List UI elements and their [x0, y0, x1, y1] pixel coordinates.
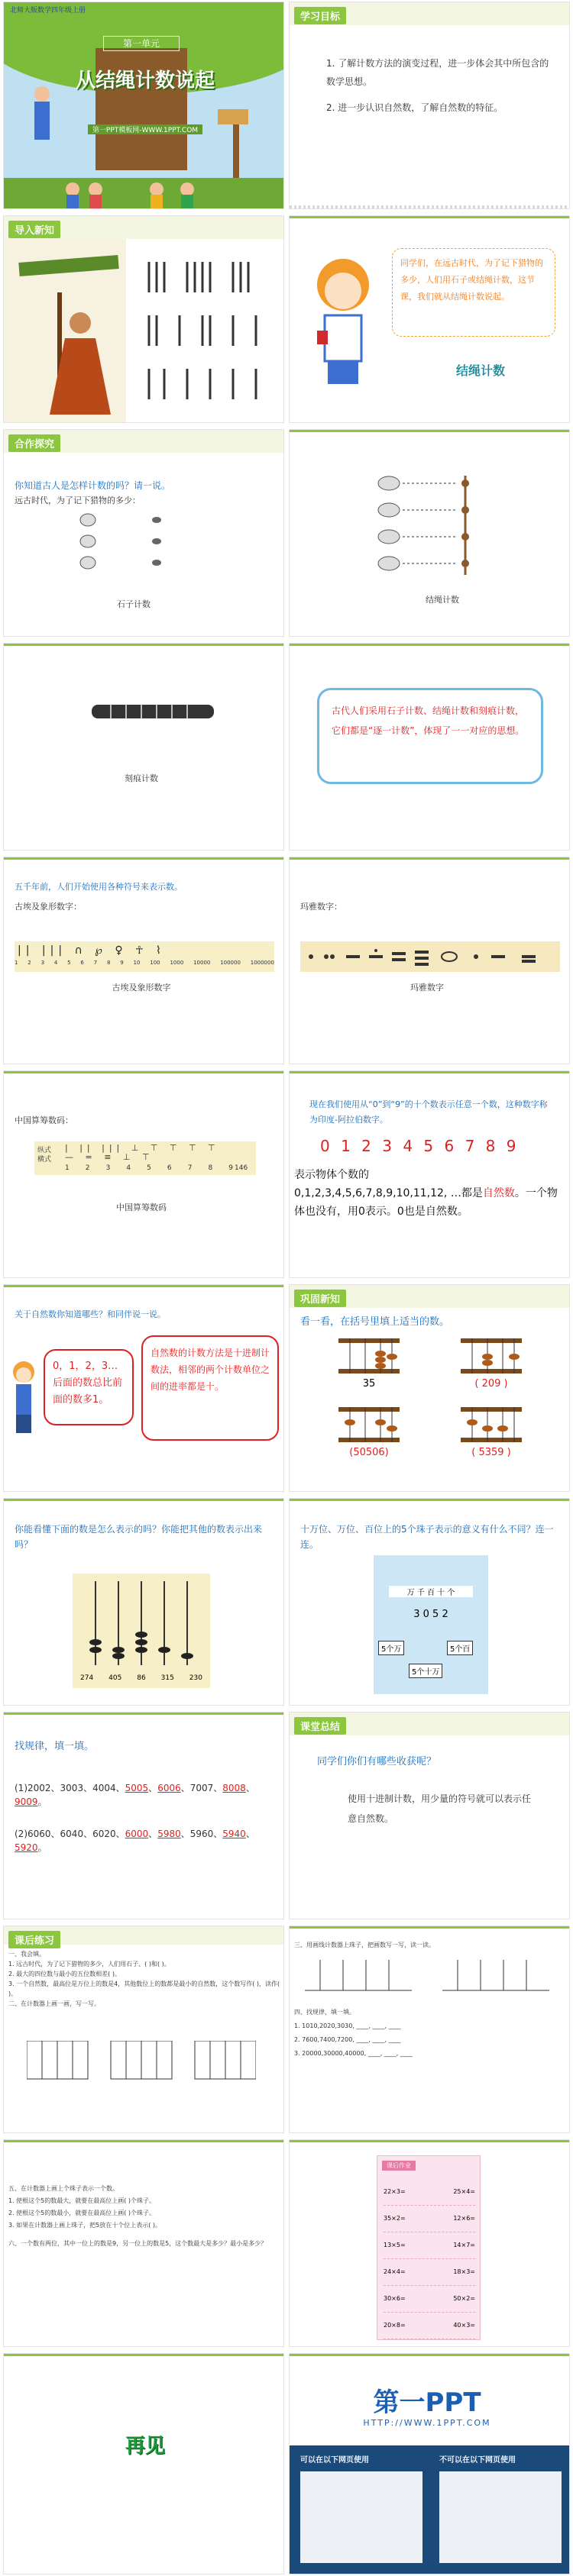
exercise-title-5: 五、在计数器上画上个珠子表示一个数。 — [8, 2185, 118, 2192]
learning-goals-slide[interactable] — [289, 2, 570, 209]
place-value: 3 0 5 2 — [413, 1609, 448, 1620]
abacus-number: 230 — [189, 1674, 202, 1682]
homework-row: 24×4= 18×3= — [384, 2259, 475, 2286]
rod-extra: 146 — [235, 1164, 248, 1172]
exercise-line-3: 3. 一个自然数，最高位是万位上的数是4，其他数位上的数都是最小的自然数，这个数写作( )，读作( )。 — [8, 1980, 280, 1997]
homework-row: 35×2= 12×6= — [384, 2206, 475, 2232]
homework-slide-3[interactable] — [3, 2139, 284, 2347]
exercise-line-5: 2. 7600,7400,7200, ____, ____, ____ — [294, 2036, 401, 2043]
allowed-heading: 可以在以下网页使用 — [300, 2456, 369, 2465]
maya-label: 玛雅数字： — [300, 902, 342, 912]
explore-slide[interactable] — [3, 429, 284, 637]
question: 同学们你们有哪些收获呢？ — [317, 1756, 437, 1767]
card-title: 课后作业 — [382, 2161, 416, 2171]
egypt-label: 古埃及象形数字： — [15, 902, 82, 912]
natural-number-text: 表示物体个数的 0,1,2,3,4,5,6,7,8,9,10,11,12, …都是自然数。一个物体也没有，用0表示。0也是自然数。 — [294, 1169, 558, 1218]
question: 你知道古人是怎样计数的吗？请一说。 — [15, 480, 171, 491]
exercise-title-6: 六、一个数有两位，其中一位上的数是9，另一位上的数是5，这个数最大是多少？最小是多少？ — [8, 2240, 267, 2247]
speech-bubble-1: 0，1，2，3…后面的数总比前面的数多1。 — [53, 1361, 123, 1406]
maya-slide[interactable] — [289, 857, 570, 1064]
rod-number: 2 — [85, 1164, 90, 1172]
caption: 结绳计数 — [426, 595, 459, 605]
abacus-exercise — [305, 1957, 549, 1995]
egypt-number: 3 — [40, 960, 45, 966]
rod-number: 7 — [187, 1164, 193, 1172]
natural-word: 自然数 — [482, 1187, 515, 1199]
egypt-number: 2 — [28, 960, 31, 966]
rod-number: 3 — [105, 1164, 111, 1172]
homework-row: 22×3= 25×4= — [384, 2179, 475, 2206]
exercise-line-6: 3. 20000,30000,40000, ____, ____, ____ — [294, 2050, 413, 2057]
exercise-line-4: 1. 1010,2020,3030, ____, ____, ____ — [294, 2022, 401, 2029]
sub-text: 远古时代，为了记下猎物的多少： — [15, 496, 141, 505]
egypt-number: 1 — [15, 960, 18, 966]
place-headers: 万 千 百 十 个 — [389, 1586, 473, 1597]
summary-bubble-slide[interactable] — [289, 643, 570, 851]
abacus-photo — [73, 1574, 210, 1688]
link-label-2[interactable]: 5个百 — [447, 1641, 473, 1655]
caption: 石子计数 — [117, 599, 151, 609]
exercise-title-3: 三、用画线计数器上珠子，把画数写一写，读一读。 — [294, 1942, 435, 1948]
egypt-slide[interactable] — [3, 857, 284, 1064]
rod-table: 纵式 横式 | || ||| ⊥ ⊤ ⊤ ⊤ ⊤ — = ≡ ⊥ ⊤ 1 2 3 4 5 6 7 8 9 146 — [34, 1141, 256, 1175]
section-tag: 学习目标 — [294, 7, 346, 24]
rod-number: 5 — [147, 1164, 151, 1172]
homework-slide-2[interactable] — [289, 1926, 570, 2133]
link-label-3[interactable]: 5个十万 — [409, 1664, 442, 1678]
egypt-number: 9 — [120, 960, 124, 966]
egypt-number: 5 — [67, 960, 71, 966]
answer-2: ( 209 ) — [474, 1378, 508, 1390]
maya-symbol-strip — [300, 941, 560, 972]
row-label-horizontal: 横式 — [37, 1156, 52, 1164]
section-tag: 巩固新知 — [294, 1290, 346, 1307]
egypt-number: 10000 — [193, 960, 211, 966]
exercise-line-9: 3. 如果在计数器上画上珠子，把5放在十个位上表示( )。 — [8, 2222, 162, 2229]
egypt-number: 100000 — [220, 960, 241, 966]
abacus-number: 315 — [160, 1674, 174, 1682]
teacher-illustration — [297, 231, 389, 399]
tally-illustration — [4, 239, 284, 422]
knot-counting-slide[interactable] — [289, 429, 570, 637]
question: 十万位、万位、百位上的5个珠子表示的意义有什么不同？连一连。 — [300, 1524, 554, 1550]
caption: 中国算筹数码 — [116, 1202, 167, 1212]
rod-numeral-slide[interactable] — [3, 1070, 284, 1278]
pattern-row-2: (2)6060、6040、6020、6000、5980、5960、5940、5920。 — [15, 1829, 255, 1853]
section-tag: 课堂总结 — [294, 1717, 346, 1735]
knot-intro-slide[interactable] — [289, 215, 570, 423]
goal-2: 2. 进一步认识自然数，了解自然数的特征。 — [326, 102, 503, 113]
egypt-number: 1000 — [170, 960, 184, 966]
place-value-slide[interactable] — [289, 1498, 570, 1706]
egypt-number: 6 — [80, 960, 84, 966]
tally-slide[interactable] — [3, 643, 284, 851]
brand-url[interactable]: HTTP://WWW.1PPT.COM — [363, 2418, 491, 2428]
speech-bubble: 同学们，在远古时代，为了记下猎物的多少，人们用石子或结绳计数，这节课，我们就从结绳计数说起。 — [400, 258, 543, 302]
stone-illustration — [73, 509, 172, 578]
goal-1: 1. 了解计数方法的演变过程，进一步体会其中所包含的数学思想。 — [326, 58, 549, 87]
rod-label: 中国算筹数码： — [15, 1115, 73, 1125]
digits: 0 1 2 3 4 5 6 7 8 9 — [320, 1137, 520, 1155]
homework-row: 30×6= 50×2= — [384, 2286, 475, 2313]
egypt-number: 100 — [150, 960, 160, 966]
footer-label: 第一PPT模板网-WWW.1PPT.COM — [88, 124, 202, 134]
goodbye-text: 再见 — [125, 2435, 165, 2458]
girl-illustration — [8, 1357, 39, 1441]
unit-label: 第一单元 — [103, 36, 180, 51]
intro-text: 五千年前，人们开始使用各种符号来表示数。 — [15, 882, 183, 892]
egypt-number: 1000000 — [250, 960, 274, 966]
caption: 古埃及象形数字 — [112, 983, 171, 993]
exercise-line-2: 2. 最大的四位数与最小的五位数相差( )。 — [8, 1971, 121, 1977]
homework-card-slide[interactable] — [289, 2139, 570, 2347]
abacus-number: 274 — [80, 1674, 94, 1682]
abacus-reading-slide[interactable] — [3, 1498, 284, 1706]
answer-1: 35 — [362, 1378, 376, 1390]
link-label-1[interactable]: 5个万 — [378, 1641, 404, 1655]
bone-illustration — [88, 697, 218, 728]
caption: 玛雅数字 — [410, 983, 444, 993]
forbidden-heading: 不可以在以下网页使用 — [439, 2456, 516, 2465]
summary-text: 使用十进制计数，用少量的符号就可以表示任意自然数。 — [348, 1793, 532, 1824]
question: 你能看懂下面的数是怎么表示的吗？你能把其他的数表示出来吗？ — [15, 1524, 263, 1550]
section-tag: 合作探究 — [8, 434, 60, 452]
row-label-vertical: 纵式 — [37, 1147, 52, 1154]
arabic-numerals-slide[interactable] — [289, 1070, 570, 1278]
pattern-slide[interactable] — [3, 1712, 284, 1919]
rod-number: 8 — [208, 1164, 213, 1172]
caption: 刻痕计数 — [125, 773, 158, 783]
answer-4: ( 5359 ) — [471, 1447, 511, 1458]
answer-3: (50506) — [349, 1447, 389, 1458]
exercise-title-2: 二、在计数器上画一画，写一写。 — [8, 2000, 100, 2007]
place-value-diagram — [374, 1555, 488, 1694]
section-tag: 导入新知 — [8, 221, 60, 238]
page-title: 从结绳计数说起 — [75, 69, 215, 92]
rod-number: 9 — [228, 1164, 233, 1172]
rod-number: 4 — [126, 1164, 131, 1172]
homework-slide-1[interactable] — [3, 1926, 284, 2133]
goodbye-slide[interactable] — [3, 2353, 284, 2574]
question: 找规律，填一填。 — [15, 1741, 95, 1752]
egypt-number: 8 — [106, 960, 111, 966]
abacus-number: 86 — [137, 1674, 146, 1682]
homework-row: 20×8= 40×3= — [384, 2313, 475, 2339]
homework-row: 13×5= 14×7= — [384, 2232, 475, 2259]
natural-discussion-slide[interactable] — [3, 1284, 284, 1492]
caption: 结绳计数 — [455, 363, 505, 378]
exercise-title-4: 四、找规律，填一填。 — [294, 2009, 355, 2016]
exercise-title-1: 一、我会填。 — [8, 1951, 45, 1958]
egypt-number: 7 — [93, 960, 98, 966]
egypt-number: 10 — [133, 960, 141, 966]
intro-text: 现在我们使用从“0”到“9”的十个数表示任意一个数，这种数字称为印度-阿拉伯数字。 — [309, 1099, 548, 1125]
knot-illustration — [374, 468, 511, 583]
pattern-row-1: (1)2002、3003、4004、5005、6006、7007、8008、9009。 — [15, 1783, 255, 1807]
exercise-line-8: 2. 使根这个5的数最小，就要在最高位上画( )个珠子。 — [8, 2210, 156, 2216]
abacus-group — [300, 1338, 560, 1483]
summary-slide[interactable] — [289, 1712, 570, 1919]
egypt-symbol-strip: 1 2 3 4 5 6 7 8 9 10 100 1000 10000 100000 1000000 || ||| ∩ ℘ ♀ ☥ ⌇ — [15, 941, 274, 972]
title-slide[interactable] — [3, 2, 284, 209]
exercise-line-7: 1. 使根这个5的数最大，就要在最高位上画( )个珠子。 — [8, 2197, 156, 2204]
brand-logo: 第一PPT — [373, 2387, 481, 2418]
egypt-number: 4 — [53, 960, 58, 966]
abacus-exercise — [27, 2041, 256, 2094]
exercise-line-1: 1. 远古时代，为了记下猎物的多少，人们用石子、( )和( )。 — [8, 1961, 170, 1968]
ad-panel — [290, 2445, 570, 2574]
speech-bubble-2: 自然数的计数方法是十进制计数法，相邻的两个计数单位之间的进率都是十。 — [151, 1348, 270, 1392]
abacus-number: 405 — [108, 1674, 122, 1682]
course-label: 北师大版数学四年级上册 — [10, 7, 86, 15]
intro-slide[interactable] — [3, 215, 284, 423]
question: 看一看，在括号里填上适当的数。 — [300, 1316, 450, 1328]
ppt-ad-slide[interactable] — [289, 2353, 570, 2574]
practice-abacus-slide[interactable] — [289, 1284, 570, 1492]
homework-card — [377, 2155, 481, 2340]
rod-number: 6 — [167, 1164, 172, 1172]
section-tag: 课后练习 — [8, 1931, 60, 1948]
rod-number: 1 — [65, 1164, 70, 1172]
question: 关于自然数你知道哪些？和同伴说一说。 — [15, 1309, 166, 1319]
speech-bubble: 古代人们采用石子计数、结绳计数和刻痕计数，它们都是“逐一计数”，体现了一一对应的思想。 — [332, 705, 525, 736]
